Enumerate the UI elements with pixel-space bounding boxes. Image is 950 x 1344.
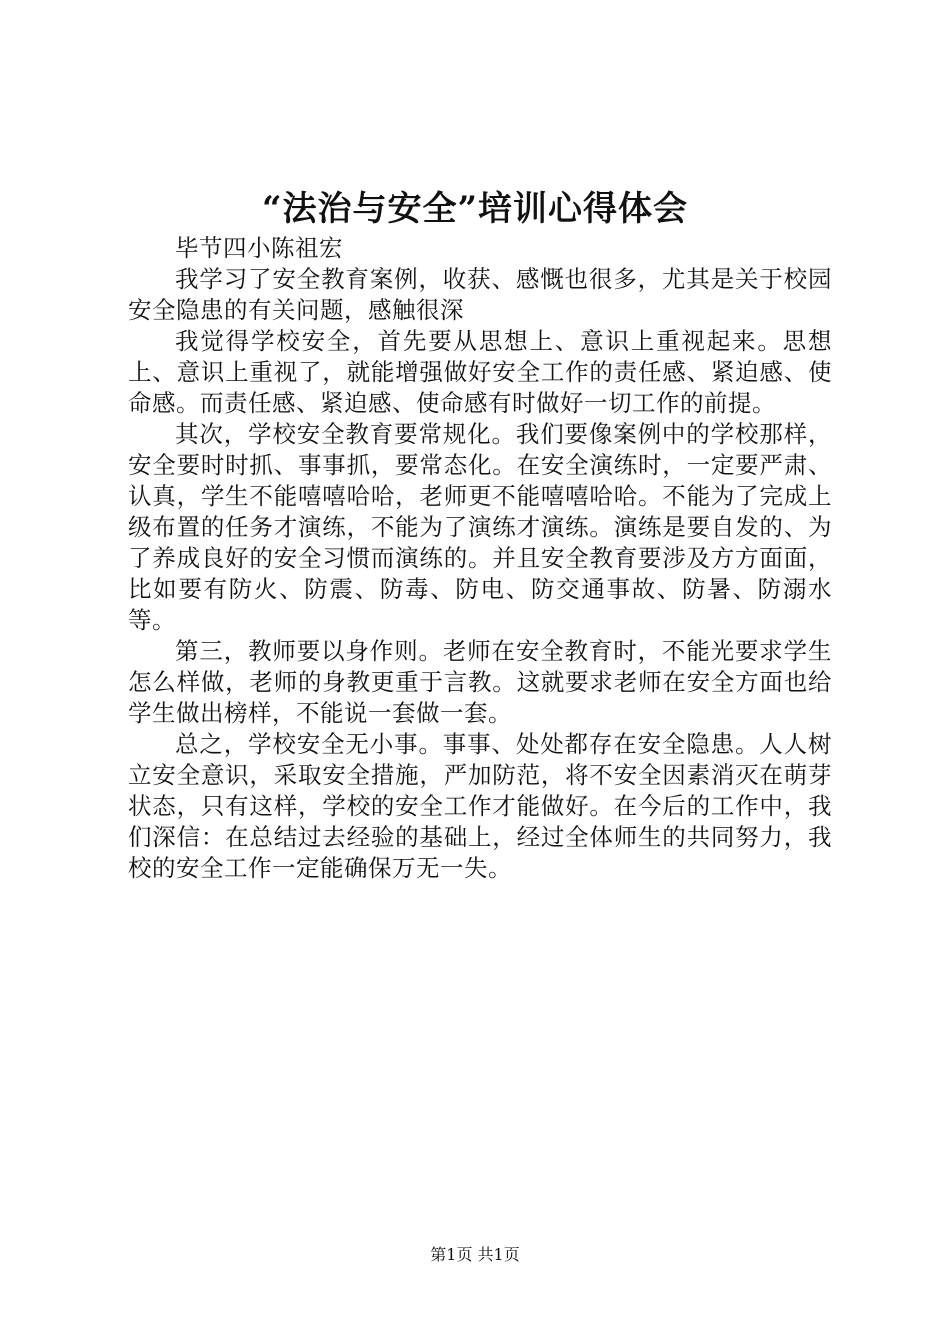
document-body xyxy=(128,233,832,884)
paragraph-4: 第三，教师要以身作则。老师在安全教育时，不能光要求学生怎么样做，老师的身教更重于言教。这就要求老师在安全方面也给学生做出榜样，不能说一套做一套。 xyxy=(128,637,832,727)
paragraph-5: 总之，学校安全无小事。事事、处处都存在安全隐患。人人树立安全意识，采取安全措施，严加防范，将不安全因素消灭在萌芽状态，只有这样，学校的安全工作才能做好。在今后的工作中，我们深信：在总结过去经验的基础上，经过全体师生的共同努力，我校的安全工作一定能确保万无一失。 xyxy=(128,730,832,882)
page-footer: 第1页 共1页 xyxy=(430,1245,520,1264)
paragraph-3: 其次，学校安全教育要常规化。我们要像案例中的学校那样，安全要时时抓、事事抓，要常态化。在安全演练时，一定要严肃、认真，学生不能嘻嘻哈哈，老师更不能嘻嘻哈哈。不能为了完成上级布置的任务才演练，不能为了演练才演练。演练是要自发的、为了养成良好的安全习惯而演练的。并且安全教育要涉及方方面面，比如要有防火、防震、防毒、防电、防交通事故、防暑、防溺水等。 xyxy=(128,420,832,634)
document-title: “法治与安全”培训心得体会 xyxy=(261,189,689,229)
paragraph-1: 我学习了安全教育案例，收获、感慨也很多，尤其是关于校园安全隐患的有关问题，感触很深 xyxy=(128,265,832,324)
author-line: 毕节四小陈祖宏 xyxy=(175,234,343,262)
paragraph-2: 我觉得学校安全，首先要从思想上、意识上重视起来。思想上、意识上重视了，就能增强做好安全工作的责任感、紧迫感、使命感。而责任感、紧迫感、使命感有时做好一切工作的前提。 xyxy=(128,327,832,417)
